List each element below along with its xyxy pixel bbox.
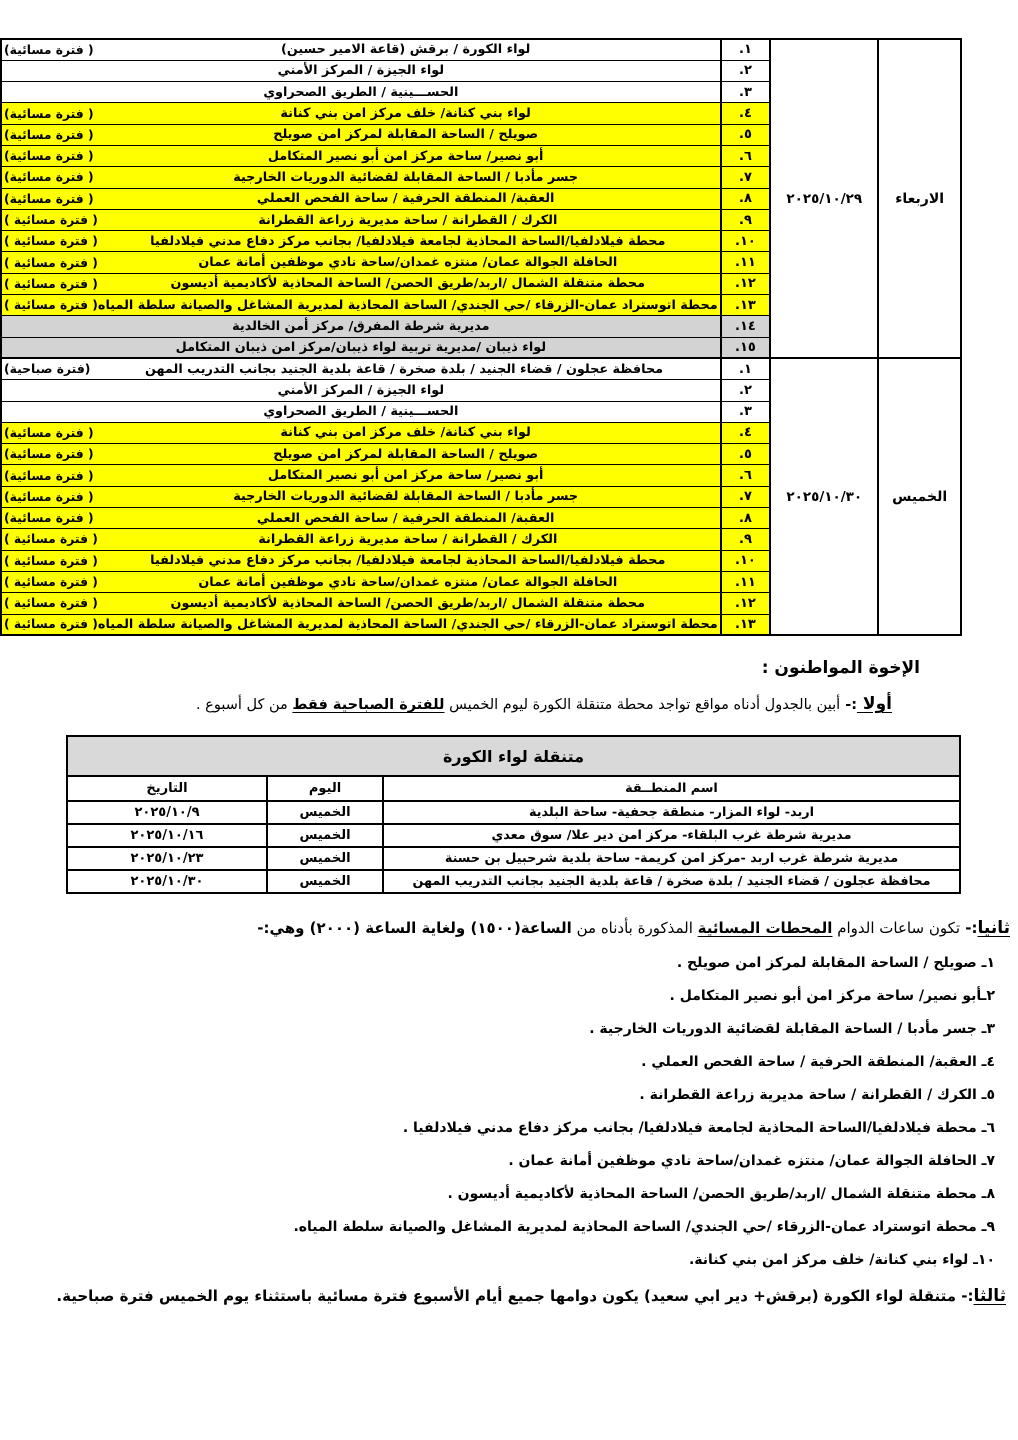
location-cell — [1, 550, 721, 571]
row-number-cell: ١١. — [721, 571, 771, 592]
period-note: ( فترة مسائية ) — [4, 575, 98, 590]
period-note: ( فترة مسائية) — [4, 468, 94, 483]
schedule-row — [1, 39, 961, 60]
location-cell — [1, 571, 721, 592]
location-cell-content — [4, 127, 718, 142]
location-text: محطة اتوستراد عمان-الزرقاء /حي الجندي/ الساحة المحاذية لمديرية المشاغل والصيانة سلطة المياه — [97, 616, 718, 632]
text-segment: الساعة(١٥٠٠) ولغاية الساعة (٢٠٠٠) — [309, 919, 572, 938]
location-cell-content — [4, 42, 718, 57]
period-note: ( فترة مسائية ) — [4, 553, 98, 568]
location-text: صويلح / الساحة المقابلة لمركز امن صويلح — [273, 446, 539, 462]
location-cell — [1, 209, 721, 230]
area-cell: محافظة عجلون / قضاء الجنيد / بلدة صخرة / قاعة بلدية الجنيد بجانب التدريب المهن — [383, 870, 960, 893]
column-header-date: التاريخ — [67, 776, 267, 801]
station-list-item: ٤ـ العقبة/ المنطقة الحرفية / ساحة الفحص العملي . — [641, 1054, 995, 1071]
location-cell — [1, 273, 721, 294]
location-text: الحافلة الجوالة عمان/ منتزه غمدان/ساحة نادي موظفين أمانة عمان — [198, 574, 618, 590]
text-segment: ثانيا — [977, 918, 1010, 939]
text-segment: من كل أسبوع . — [195, 697, 293, 714]
location-text: لواء الجيزة / المركز الأمني — [277, 63, 445, 79]
location-text: محطة اتوستراد عمان-الزرقاء /حي الجندي/ الساحة المحاذية لمديرية المشاغل والصيانة سلطة المياه — [97, 297, 718, 313]
location-text: لواء بني كنانة/ خلف مركز امن بني كنانة — [280, 425, 531, 441]
location-cell-content — [4, 596, 718, 611]
first-note — [0, 692, 892, 717]
text-segment: :- — [960, 919, 978, 938]
location-cell — [1, 401, 721, 422]
location-cell — [1, 614, 721, 635]
row-number-cell: ٦. — [721, 145, 771, 166]
column-header-day: اليوم — [267, 776, 383, 801]
location-cell-content — [4, 191, 718, 206]
text-segment: أولا — [857, 694, 892, 715]
station-list-item: ٣ـ جسر مأدبا / الساحة المقابلة لقضائية الدوريات الخارجية . — [589, 1021, 995, 1038]
location-text: لواء ذيبان /مديرية تربية لواء ذيبان/مركز امن ذيبان المتكامل — [175, 340, 547, 356]
location-text: جسر مأدبا / الساحة المقابلة لقضائية الدوريات الخارجية — [233, 169, 579, 185]
period-note: ( فترة مسائية ) — [4, 532, 98, 547]
period-note: ( فترة مسائية ) — [4, 298, 98, 313]
station-list-item: ١ـ صويلح / الساحة المقابلة لمركز امن صويلح . — [676, 955, 995, 972]
day-cell: الخميس — [267, 870, 383, 893]
location-cell-content — [4, 276, 718, 291]
location-cell-content — [4, 553, 718, 568]
period-note: ( فترة مسائية) — [4, 489, 94, 504]
location-cell — [1, 103, 721, 124]
station-list-item: ٥ـ الكرك / القطرانة / ساحة مديرية زراعة القطرانة . — [639, 1087, 995, 1104]
day-cell: الخميس — [267, 801, 383, 824]
mobile-table-row — [67, 824, 960, 847]
location-cell — [1, 124, 721, 145]
location-cell-content — [4, 489, 718, 504]
period-note: ( فترة مسائية ) — [4, 596, 98, 611]
period-note: ( فترة مسائية) — [4, 425, 94, 440]
station-list-item: ٩ـ محطة اتوستراد عمان-الزرقاء /حي الجندي/ الساحة المحاذية لمديرية المشاغل والصيانة سلطة المياه. — [293, 1219, 995, 1236]
row-number-cell: ٢. — [721, 60, 771, 81]
second-note — [0, 916, 1010, 940]
location-text: محطة متنقلة الشمال /اربد/طريق الحصن/ الساحة المحاذية لأكاديمية أديسون — [170, 595, 646, 611]
row-number-cell: ٣. — [721, 82, 771, 103]
mobile-table-row — [67, 801, 960, 824]
station-list-item: ٨ـ محطة متنقلة الشمال /اربد/طريق الحصن/ الساحة المحاذية لأكاديمية أديسون . — [447, 1186, 995, 1203]
row-number-cell: ١٠. — [721, 231, 771, 252]
weekly-schedule-table — [0, 38, 962, 636]
row-number-cell: ٤. — [721, 103, 771, 124]
period-note: ( فترة مسائية) — [4, 149, 94, 164]
location-text: العقبة/ المنطقة الحرفية / ساحة الفحص العملي — [256, 191, 555, 207]
mobile-table-row — [67, 870, 960, 893]
row-number-cell: ١٢. — [721, 593, 771, 614]
location-text: أبو نصير/ ساحة مركز امن أبو نصير المتكامل — [267, 468, 544, 484]
row-number-cell: ٩. — [721, 209, 771, 230]
column-header-area: اسم المنطــقة — [383, 776, 960, 801]
mobile-header-row — [67, 776, 960, 801]
location-cell-content — [4, 63, 718, 78]
location-cell — [1, 444, 721, 465]
location-text: صويلح / الساحة المقابلة لمركز امن صويلح — [273, 127, 539, 143]
location-cell — [1, 295, 721, 316]
location-text: أبو نصير/ ساحة مركز امن أبو نصير المتكامل — [267, 148, 544, 164]
mobile-title-row — [67, 736, 960, 776]
location-text: العقبة/ المنطقة الحرفية / ساحة الفحص العملي — [256, 510, 555, 526]
location-text: الكرك / القطرانة / ساحة مديرية زراعة القطرانة — [258, 531, 558, 547]
location-cell-content — [4, 319, 718, 334]
row-number-cell: ٢. — [721, 380, 771, 401]
location-cell — [1, 167, 721, 188]
date-cell: ٢٠٢٥/١٠/٩ — [67, 801, 267, 824]
location-text: لواء بني كنانة/ خلف مركز امن بني كنانة — [280, 106, 531, 122]
period-note: ( فترة مسائية) — [4, 42, 94, 57]
row-number-cell: ٤. — [721, 422, 771, 443]
day-cell: الخميس — [267, 847, 383, 870]
row-number-cell: ٣. — [721, 401, 771, 422]
location-cell-content — [4, 511, 718, 526]
location-cell-content — [4, 425, 718, 440]
location-text: محطة متنقلة الشمال /اربد/طريق الحصن/ الساحة المحاذية لأكاديمية أديسون — [170, 276, 646, 292]
row-number-cell: ١١. — [721, 252, 771, 273]
location-cell — [1, 82, 721, 103]
row-number-cell: ٧. — [721, 486, 771, 507]
location-cell-content — [4, 383, 718, 398]
location-cell — [1, 337, 721, 358]
period-note: ( فترة مسائية ) — [4, 213, 98, 228]
location-cell — [1, 316, 721, 337]
location-cell-content — [4, 404, 718, 419]
text-segment: :- — [840, 697, 858, 714]
mobile-station-body — [67, 736, 960, 893]
period-note: ( فترة مسائية) — [4, 511, 94, 526]
row-number-cell: ١٤. — [721, 316, 771, 337]
row-number-cell: ١٠. — [721, 550, 771, 571]
mobile-table-title: متنقلة لواء الكورة — [67, 736, 960, 776]
location-cell-content — [4, 362, 718, 377]
evening-stations-list — [0, 954, 995, 1270]
location-cell-content — [4, 149, 718, 164]
date-cell: ٢٠٢٥/١٠/٢٩ — [770, 39, 878, 358]
location-cell-content — [4, 106, 718, 121]
location-text: محطة فيلادلفيا/الساحة المحاذية لجامعة فيلادلفيا/ بجانب مركز دفاع مدني فيلادلفيا — [150, 553, 666, 569]
date-cell: ٢٠٢٥/١٠/٣٠ — [67, 870, 267, 893]
text-segment: :- — [956, 1287, 974, 1306]
location-cell-content — [4, 340, 718, 355]
station-list-item: ٢ـأبو نصير/ ساحة مركز امن أبو نصير المتكامل . — [669, 988, 995, 1005]
station-list-item: ٧ـ الحافلة الجوالة عمان/ منتزه غمدان/ساحة نادي موظفين أمانة عمان . — [508, 1153, 995, 1170]
text-segment: وهي:- — [257, 919, 310, 938]
location-cell — [1, 593, 721, 614]
location-text: محافظة عجلون / قضاء الجنيد / بلدة صخرة / قاعة بلدية الجنيد بجانب التدريب المهن — [144, 361, 664, 377]
location-cell — [1, 486, 721, 507]
location-cell — [1, 465, 721, 486]
row-number-cell: ١٣. — [721, 614, 771, 635]
location-cell-content — [4, 532, 718, 547]
location-cell — [1, 231, 721, 252]
location-cell-content — [4, 255, 718, 270]
location-cell-content — [4, 298, 718, 313]
period-note: (فترة صباحية) — [4, 362, 91, 377]
row-number-cell: ٨. — [721, 508, 771, 529]
location-cell — [1, 508, 721, 529]
location-cell — [1, 252, 721, 273]
location-cell — [1, 380, 721, 401]
mobile-table-row — [67, 847, 960, 870]
period-note: ( فترة مسائية ) — [4, 234, 98, 249]
location-text: الحســـينية / الطريق الصحراوي — [263, 404, 459, 420]
station-list-item: ١٠ـ لواء بني كنانة/ خلف مركز امن بني كنانة. — [688, 1252, 995, 1269]
text-segment: متنقلة لواء الكورة (برقش+ دير ابي سعيد) يكون دوامها جميع أيام الأسبوع فترة مسائية باستثناء يوم الخميس فترة صباحية. — [56, 1287, 957, 1306]
row-number-cell: ٥. — [721, 124, 771, 145]
period-note: ( فترة مسائية ) — [4, 255, 98, 270]
location-cell — [1, 422, 721, 443]
row-number-cell: ٦. — [721, 465, 771, 486]
row-number-cell: ١. — [721, 358, 771, 379]
row-number-cell: ١٢. — [721, 273, 771, 294]
location-text: الحافلة الجوالة عمان/ منتزه غمدان/ساحة نادي موظفين أمانة عمان — [198, 255, 618, 271]
row-number-cell: ٧. — [721, 167, 771, 188]
day-cell: الاربعاء — [878, 39, 961, 358]
location-text: الحســـينية / الطريق الصحراوي — [263, 84, 459, 100]
row-number-cell: ١٣. — [721, 295, 771, 316]
area-cell: مديرية شرطة غرب البلقاء- مركز امن دير علا/ سوق معدي — [383, 824, 960, 847]
location-cell-content — [4, 447, 718, 462]
location-text: لواء الكورة / برقش (قاعة الامير حسين) — [280, 42, 531, 58]
period-note: ( فترة مسائية) — [4, 447, 94, 462]
location-cell — [1, 60, 721, 81]
location-cell-content — [4, 85, 718, 100]
location-cell-content — [4, 617, 718, 632]
period-note: ( فترة مسائية) — [4, 127, 94, 142]
location-text: مديرية شرطة المفرق/ مركز أمن الخالدية — [232, 319, 490, 334]
citizens-heading: الإخوة المواطنون : — [761, 658, 920, 679]
location-cell — [1, 188, 721, 209]
location-cell-content — [4, 575, 718, 590]
text-segment: ثالثا — [973, 1286, 1006, 1307]
date-cell: ٢٠٢٥/١٠/١٦ — [67, 824, 267, 847]
period-note: ( فترة مسائية ) — [4, 617, 98, 632]
period-note: ( فترة مسائية) — [4, 170, 94, 185]
day-cell: الخميس — [878, 358, 961, 635]
day-cell: الخميس — [267, 824, 383, 847]
row-number-cell: ٥. — [721, 444, 771, 465]
location-cell-content — [4, 170, 718, 185]
area-cell: اربد- لواء المزار- منطقة جحفية- ساحة البلدية — [383, 801, 960, 824]
location-cell — [1, 145, 721, 166]
schedule-row — [1, 358, 961, 379]
location-text: لواء الجيزة / المركز الأمني — [277, 382, 445, 398]
date-cell: ٢٠٢٥/١٠/٣٠ — [770, 358, 878, 635]
text-segment: أبين بالجدول أدناه مواقع تواجد محطة متنقلة الكورة ليوم الخميس — [444, 697, 841, 714]
location-text: الكرك / القطرانة / ساحة مديرية زراعة القطرانة — [258, 212, 558, 228]
text-segment: المذكورة بأدناه من — [571, 919, 698, 938]
text-segment: للفترة الصباحية فقط — [292, 697, 445, 714]
station-list-item: ٦ـ محطة فيلادلفيا/الساحة المحاذية لجامعة فيلادلفيا/ بجانب مركز دفاع مدني فيلادلفيا . — [402, 1120, 995, 1137]
row-number-cell: ٨. — [721, 188, 771, 209]
location-text: جسر مأدبا / الساحة المقابلة لقضائية الدوريات الخارجية — [233, 489, 579, 505]
location-cell — [1, 358, 721, 379]
row-number-cell: ٩. — [721, 529, 771, 550]
location-cell — [1, 529, 721, 550]
row-number-cell: ١. — [721, 39, 771, 60]
mobile-station-table — [66, 735, 961, 894]
location-cell-content — [4, 468, 718, 483]
location-cell — [1, 39, 721, 60]
location-text: محطة فيلادلفيا/الساحة المحاذية لجامعة فيلادلفيا/ بجانب مركز دفاع مدني فيلادلفيا — [150, 233, 666, 249]
location-cell-content — [4, 213, 718, 228]
period-note: ( فترة مسائية) — [4, 106, 94, 121]
text-segment: المحطات المسائية — [697, 919, 833, 938]
period-note: ( فترة مسائية ) — [4, 276, 98, 291]
row-number-cell: ١٥. — [721, 337, 771, 358]
text-segment: تكون ساعات الدوام — [832, 919, 961, 938]
location-cell-content — [4, 234, 718, 249]
period-note: ( فترة مسائية) — [4, 191, 94, 206]
area-cell: مديرية شرطة غرب اربد -مركز امن كريمة- ساحة بلدية شرحبيل بن حسنة — [383, 847, 960, 870]
weekly-schedule-body — [1, 39, 961, 635]
third-note — [0, 1284, 1006, 1308]
date-cell: ٢٠٢٥/١٠/٢٣ — [67, 847, 267, 870]
